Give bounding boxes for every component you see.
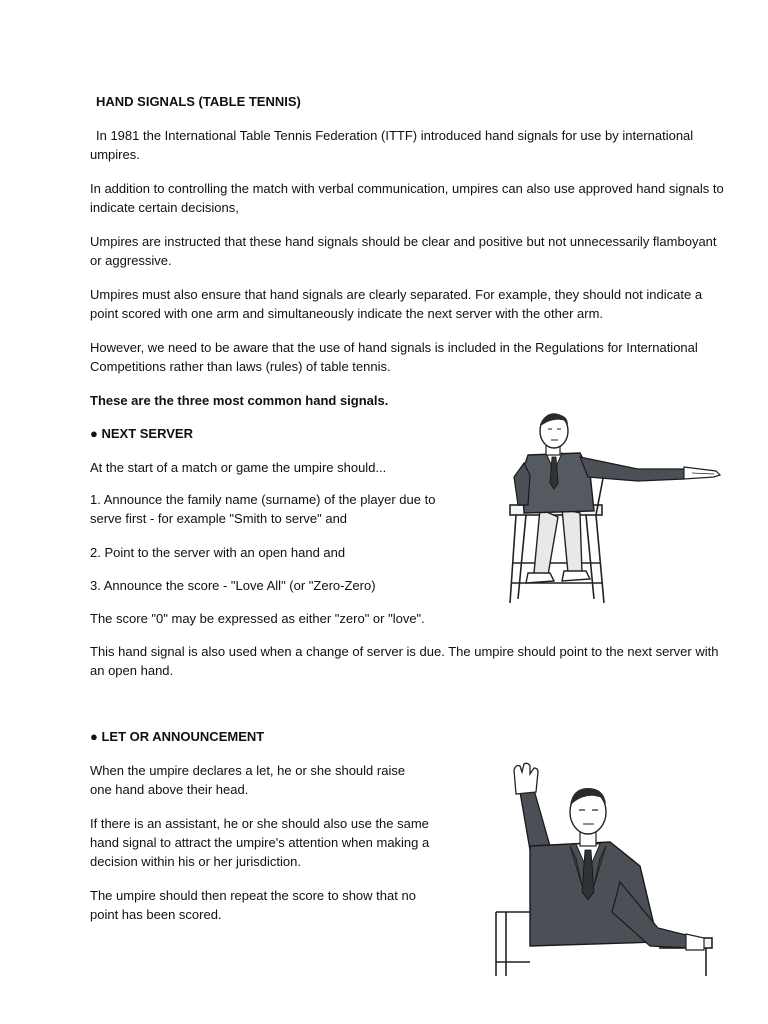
- umpire-pointing-figure: [488, 413, 724, 609]
- next-server-intro: At the start of a match or game the umpire should...: [90, 460, 387, 475]
- document-title: HAND SIGNALS (TABLE TENNIS): [96, 94, 301, 109]
- umpire-pointing-illustration: [488, 413, 724, 609]
- let-paragraph-repeat: The umpire should then repeat the score to show that no point has been scored.: [90, 888, 416, 922]
- let-paragraph-raise: When the umpire declares a let, he or she should raise one hand above their head.: [90, 763, 406, 797]
- let-paragraph-assistant: If there is an assistant, he or she should also use the same hand signal to attract the umpire's attention when making a decision within his or her jurisdiction.: [90, 816, 430, 869]
- paragraph-intro: In 1981 the International Table Tennis Federation (ITTF) introduced hand signals for use by international umpires.: [90, 128, 694, 162]
- next-server-change: This hand signal is also used when a change of server is due. The umpire should point to the next server with an open hand.: [90, 644, 719, 678]
- next-server-step-1: 1. Announce the family name (surname) of the player due to serve first - for example "Smith to serve" and: [90, 492, 436, 526]
- next-server-note: The score "0" may be expressed as either "zero" or "love".: [90, 611, 425, 626]
- umpire-raised-hand-figure: [490, 762, 722, 982]
- next-server-heading: ● NEXT SERVER: [90, 426, 193, 441]
- umpire-raised-hand-illustration: [490, 762, 722, 982]
- paragraph-verbal: In addition to controlling the match with verbal communication, umpires can also use approved hand signals to indicate certain decisions,: [90, 181, 724, 215]
- next-server-step-2: 2. Point to the server with an open hand and: [90, 545, 346, 560]
- paragraph-clear: Umpires are instructed that these hand signals should be clear and positive but not unnecessarily flamboyant or aggressive.: [90, 234, 717, 268]
- paragraph-common-signals: These are the three most common hand signals.: [90, 393, 389, 408]
- next-server-step-3: 3. Announce the score - "Love All" (or "Zero-Zero): [90, 578, 376, 593]
- paragraph-separated: Umpires must also ensure that hand signals are clearly separated. For example, they should not indicate a point scored with one arm and simultaneously indicate the next server with the other arm.: [90, 287, 703, 321]
- let-heading: ● LET OR ANNOUNCEMENT: [90, 729, 265, 744]
- paragraph-regulations: However, we need to be aware that the use of hand signals is included in the Regulations for International Competitions rather than laws (rules) of table tennis.: [90, 340, 698, 374]
